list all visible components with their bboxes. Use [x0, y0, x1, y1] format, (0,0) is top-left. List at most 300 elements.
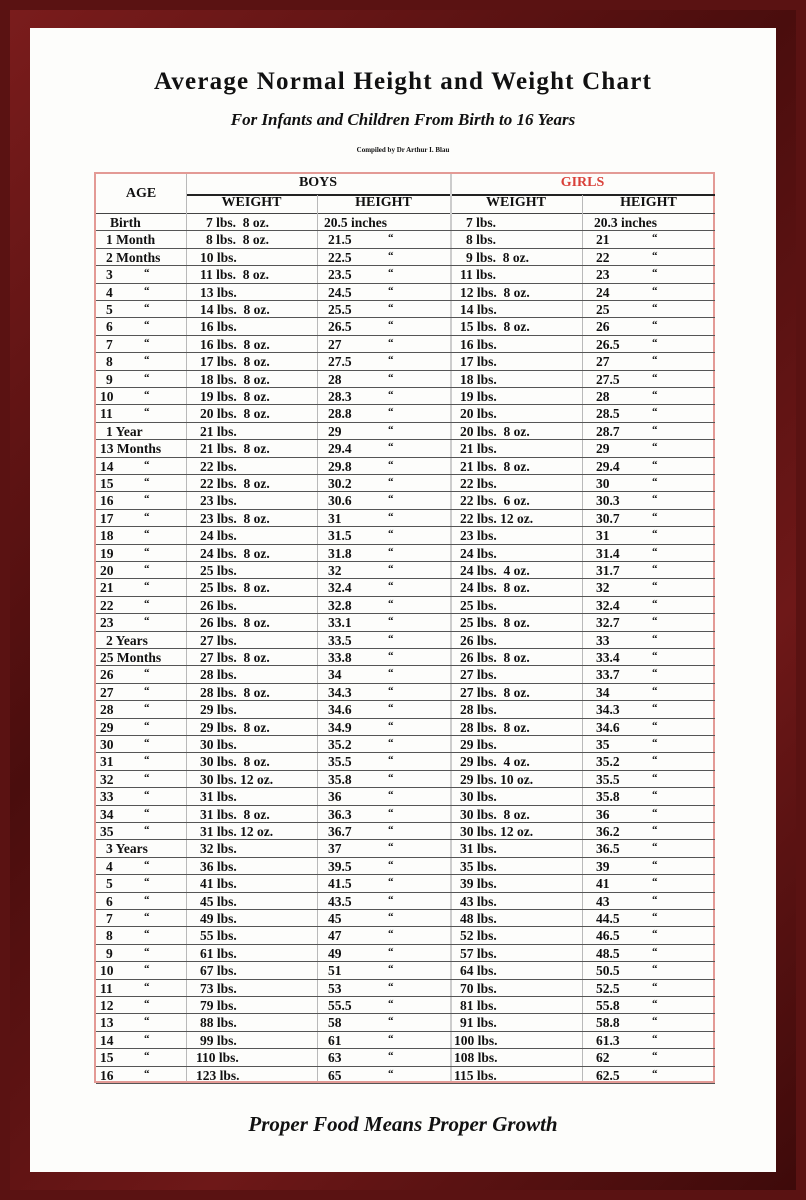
table-row — [96, 1032, 715, 1049]
age-ditto-mark: “ — [144, 563, 150, 575]
boys-height-cell: 36.3 — [328, 806, 352, 822]
boys-height-ditto-mark: “ — [388, 336, 394, 349]
girls-height-ditto-mark: “ — [652, 789, 658, 802]
boys-weight-cell: 31 lbs. 12 oz. — [200, 824, 274, 839]
girls-weight-cell: 15 lbs. 8 oz. — [460, 319, 530, 335]
age-cell: 3 Years — [106, 841, 148, 857]
boys-height-ditto-mark: “ — [388, 545, 394, 558]
girls-weight-cell: 27 lbs. 8 oz. — [460, 684, 530, 700]
boys-weight-cell: 28 lbs. 8 oz. — [200, 684, 270, 700]
boys-height-cell: 32 — [328, 563, 342, 578]
boys-weight-cell: 23 lbs. — [200, 493, 237, 509]
girls-weight-cell: 18 lbs. — [460, 371, 497, 387]
girls-weight-cell: 43 lbs. — [460, 893, 497, 909]
boys-height-cell: 28.3 — [328, 389, 352, 404]
girls-height-ditto-mark: “ — [652, 719, 658, 732]
boys-height-cell: 55.5 — [328, 998, 352, 1013]
girls-height-cell: 44.5 — [596, 911, 620, 926]
boys-height-cell: 39.5 — [328, 858, 352, 874]
table-row — [96, 875, 715, 892]
girls-height-cell: 28.7 — [596, 423, 620, 439]
boys-height-ditto-mark: “ — [388, 406, 394, 419]
girls-weight-cell: 20 lbs. — [460, 406, 497, 422]
girls-height-cell: 30 — [596, 476, 610, 491]
age-cell: 1 Month — [106, 232, 156, 248]
boys-height-ditto-mark: “ — [388, 441, 394, 454]
girls-height-cell: 35.8 — [596, 789, 620, 805]
table-row — [96, 910, 715, 927]
boys-height-ditto-mark: “ — [388, 719, 394, 732]
girls-height-cell: 34.6 — [596, 719, 620, 735]
age-cell: Birth — [110, 215, 141, 230]
age-ditto-mark: “ — [144, 336, 150, 349]
boys-height-ditto-mark: “ — [388, 249, 394, 262]
boys-height-cell: 26.5 — [328, 319, 352, 335]
girls-height-cell: 62.5 — [596, 1067, 620, 1083]
girls-height-cell: 62 — [596, 1050, 610, 1066]
girls-height-cell: 48.5 — [596, 945, 620, 961]
girls-height-ditto-mark: “ — [652, 284, 658, 297]
age-ditto-mark: “ — [144, 684, 150, 697]
boys-weight-cell: 16 lbs. 8 oz. — [200, 336, 270, 352]
girls-height-cell: 27 — [596, 354, 610, 370]
page-title: Average Normal Height and Weight Chart — [153, 68, 653, 95]
table-row — [96, 753, 715, 770]
age-cell: 18 — [100, 528, 114, 544]
girls-weight-cell: 108 lbs. — [454, 1050, 498, 1066]
boys-height-cell: 58 — [328, 1015, 342, 1031]
table-row — [96, 701, 715, 718]
boys-weight-cell: 30 lbs. 12 oz. — [200, 771, 274, 787]
girls-weight-cell: 11 lbs. — [460, 267, 497, 283]
boys-height-ditto-mark: “ — [388, 563, 394, 575]
girls-height-cell: 33.7 — [596, 667, 620, 683]
boys-height-ditto-mark: “ — [388, 754, 394, 767]
girls-height-cell: 35.5 — [596, 771, 620, 787]
age-ditto-mark: “ — [144, 806, 150, 819]
girls-weight-cell: 23 lbs. — [460, 528, 497, 544]
boys-height-ditto-mark: “ — [388, 615, 394, 628]
age-ditto-mark: “ — [144, 267, 150, 280]
boys-weight-cell: 20 lbs. 8 oz. — [200, 406, 270, 422]
boys-weight-cell: 41 lbs. — [200, 876, 237, 892]
boys-height-ditto-mark: “ — [388, 302, 394, 314]
girls-height-cell: 36.5 — [596, 841, 620, 857]
boys-weight-cell: 88 lbs. — [200, 1015, 237, 1031]
girls-height-ditto-mark: “ — [652, 876, 658, 889]
boys-height-ditto-mark: “ — [388, 528, 394, 541]
footer-slogan: Proper Food Means Proper Growth — [248, 1112, 558, 1136]
girls-weight-cell: 24 lbs. — [460, 545, 497, 561]
boys-weight-cell: 25 lbs. — [200, 563, 237, 578]
girls-height-cell: 26.5 — [596, 336, 620, 352]
boys-height-cell: 30.6 — [328, 493, 352, 509]
age-cell: 25 Months — [100, 650, 162, 665]
boys-height-ditto-mark: “ — [388, 632, 394, 645]
boys-weight-cell: 10 lbs. — [200, 249, 237, 265]
girls-height-ditto-mark: “ — [652, 267, 658, 280]
girls-height-ditto-mark: “ — [652, 493, 658, 506]
girls-height-ditto-mark: “ — [652, 963, 658, 976]
boys-height-ditto-mark: “ — [388, 963, 394, 976]
girls-height-ditto-mark: “ — [652, 249, 658, 262]
age-cell: 35 — [100, 824, 114, 839]
age-ditto-mark: “ — [144, 702, 150, 715]
boys-height-ditto-mark: “ — [388, 945, 394, 958]
girls-weight-cell: 25 lbs. — [460, 597, 497, 613]
girls-height-cell: 35.2 — [596, 754, 620, 770]
age-cell: 14 — [100, 458, 114, 474]
boys-height-ditto-mark: “ — [388, 423, 394, 436]
girls-height-cell: 24 — [596, 284, 610, 300]
girls-height-ditto-mark: “ — [652, 615, 658, 628]
boys-height-cell: 49 — [328, 945, 342, 961]
age-cell: 6 — [106, 893, 113, 909]
age-cell: 5 — [106, 302, 113, 317]
girls-height-ditto-mark: “ — [652, 476, 658, 488]
boys-weight-cell: 32 lbs. — [200, 841, 237, 857]
boys-height-ditto-mark: “ — [388, 911, 394, 923]
girls-height-ditto-mark: “ — [652, 406, 658, 419]
girls-height-cell: 30.7 — [596, 510, 620, 526]
age-cell: 13 Months — [100, 441, 162, 457]
table-row — [96, 840, 715, 857]
girls-weight-cell: 12 lbs. 8 oz. — [460, 284, 530, 300]
boys-height-ditto-mark: “ — [388, 650, 394, 662]
girls-height-ditto-mark: “ — [652, 771, 658, 784]
girls-height-ditto-mark: “ — [652, 1032, 658, 1045]
boys-height-cell: 36.7 — [328, 824, 352, 839]
age-ditto-mark: “ — [144, 893, 150, 906]
boys-weight-cell: 36 lbs. — [200, 858, 237, 874]
table-row — [96, 371, 715, 388]
boys-height-ditto-mark: “ — [388, 354, 394, 367]
girls-height-ditto-mark: “ — [652, 441, 658, 454]
girls-weight-cell: 26 lbs. — [460, 632, 497, 648]
girls-weight-cell: 30 lbs. 12 oz. — [460, 824, 534, 839]
age-cell: 10 — [100, 963, 114, 979]
girls-height-ditto-mark: “ — [652, 336, 658, 349]
table-row — [96, 423, 715, 440]
girls-weight-cell: 24 lbs. 4 oz. — [460, 563, 530, 578]
table-row — [96, 597, 715, 614]
age-ditto-mark: “ — [144, 737, 150, 749]
girls-weight-cell: 24 lbs. 8 oz. — [460, 580, 530, 596]
age-cell: 5 — [106, 876, 113, 892]
age-cell: 7 — [106, 911, 113, 926]
table-row — [96, 736, 715, 753]
boys-height-cell: 35.5 — [328, 754, 352, 770]
boys-height-ditto-mark: “ — [388, 319, 394, 332]
age-ditto-mark: “ — [144, 998, 150, 1010]
table-row — [96, 475, 715, 492]
age-ditto-mark: “ — [144, 406, 150, 419]
age-cell: 22 — [100, 597, 114, 613]
boys-weight-cell: 110 lbs. — [196, 1050, 239, 1066]
girls-height-ditto-mark: “ — [652, 911, 658, 923]
girls-weight-cell: 30 lbs. 8 oz. — [460, 806, 530, 822]
girls-weight-cell: 20 lbs. 8 oz. — [460, 423, 530, 439]
table-row — [96, 997, 715, 1014]
table-row — [96, 527, 715, 544]
girls-height-ditto-mark: “ — [652, 980, 658, 993]
boys-height-cell: 45 — [328, 911, 342, 926]
girls-height-ditto-mark: “ — [652, 389, 658, 401]
girls-height-ditto-mark: “ — [652, 684, 658, 697]
boys-height-cell: 21.5 — [328, 232, 352, 248]
boys-height-ditto-mark: “ — [388, 1015, 394, 1028]
girls-height-ditto-mark: “ — [652, 702, 658, 715]
boys-height-cell: 29.4 — [328, 441, 352, 457]
boys-weight-cell: 45 lbs. — [200, 893, 237, 909]
girls-height-cell: 29.4 — [596, 458, 620, 474]
girls-weight-cell: 27 lbs. — [460, 667, 497, 683]
boys-height-cell: 22.5 — [328, 249, 352, 265]
age-ditto-mark: “ — [144, 667, 150, 680]
girls-height-cell: 41 — [596, 876, 610, 892]
girls-height-cell: 20.3 inches — [594, 215, 658, 230]
age-cell: 4 — [106, 858, 113, 874]
boys-height-cell: 28 — [328, 371, 342, 387]
boys-weight-cell: 11 lbs. 8 oz. — [200, 267, 270, 283]
girls-height-cell: 32 — [596, 580, 610, 596]
age-cell: 33 — [100, 789, 114, 805]
girls-weight-cell: 81 lbs. — [460, 998, 497, 1013]
header-boys-height: HEIGHT — [355, 195, 412, 210]
header-age: AGE — [125, 186, 157, 201]
table-row — [96, 771, 715, 788]
girls-height-cell: 22 — [596, 249, 610, 265]
table-row — [96, 440, 715, 457]
girls-weight-cell: 7 lbs. — [466, 215, 497, 230]
boys-height-ditto-mark: “ — [388, 1067, 394, 1080]
boys-height-cell: 32.4 — [328, 580, 352, 596]
boys-height-cell: 23.5 — [328, 267, 352, 283]
header-boys: BOYS — [298, 175, 338, 190]
age-ditto-mark: “ — [144, 963, 150, 976]
age-ditto-mark: “ — [144, 615, 150, 628]
table-row — [96, 684, 715, 701]
girls-height-cell: 46.5 — [596, 928, 620, 944]
boys-height-ditto-mark: “ — [388, 580, 394, 593]
header-girls: GIRLS — [560, 175, 605, 190]
table-row — [96, 858, 715, 875]
boys-height-ditto-mark: “ — [388, 510, 394, 523]
table-row — [96, 980, 715, 997]
boys-weight-cell: 27 lbs. 8 oz. — [200, 650, 270, 665]
boys-height-ditto-mark: “ — [388, 371, 394, 384]
girls-weight-cell: 19 lbs. — [460, 389, 497, 404]
girls-weight-cell: 91 lbs. — [460, 1015, 497, 1031]
age-cell: 21 — [100, 580, 114, 596]
boys-height-ditto-mark: “ — [388, 476, 394, 488]
age-ditto-mark: “ — [144, 980, 150, 993]
girls-weight-cell: 8 lbs. — [466, 232, 497, 248]
girls-height-ditto-mark: “ — [652, 563, 658, 575]
boys-height-cell: 41.5 — [328, 876, 352, 892]
age-cell: 2 Months — [106, 249, 161, 265]
boys-height-cell: 34 — [328, 667, 342, 683]
boys-weight-cell: 17 lbs. 8 oz. — [200, 354, 270, 370]
table-row — [96, 649, 715, 666]
girls-weight-cell: 17 lbs. — [460, 354, 497, 370]
compiled-by: Compiled by Dr Arthur I. Blau — [356, 146, 450, 154]
header-boys-weight: WEIGHT — [221, 195, 282, 210]
boys-height-ditto-mark: “ — [388, 597, 394, 610]
age-ditto-mark: “ — [144, 771, 150, 784]
boys-height-cell: 34.3 — [328, 684, 352, 700]
boys-height-cell: 31.8 — [328, 545, 352, 561]
age-cell: 19 — [100, 545, 114, 561]
boys-weight-cell: 8 lbs. 8 oz. — [206, 232, 270, 248]
boys-height-ditto-mark: “ — [388, 980, 394, 993]
age-cell: 8 — [106, 928, 113, 944]
age-ditto-mark: “ — [144, 824, 150, 836]
boys-weight-cell: 18 lbs. 8 oz. — [200, 371, 270, 387]
boys-height-cell: 28.8 — [328, 406, 352, 422]
girls-height-ditto-mark: “ — [652, 302, 658, 314]
age-cell: 16 — [100, 493, 114, 509]
boys-height-ditto-mark: “ — [388, 1050, 394, 1063]
age-ditto-mark: “ — [144, 319, 150, 332]
girls-height-cell: 31.7 — [596, 563, 620, 578]
boys-weight-cell: 79 lbs. — [200, 998, 237, 1013]
girls-weight-cell: 39 lbs. — [460, 876, 497, 892]
age-ditto-mark: “ — [144, 911, 150, 923]
girls-height-ditto-mark: “ — [652, 545, 658, 558]
age-cell: 15 — [100, 1050, 114, 1066]
boys-weight-cell: 27 lbs. — [200, 632, 237, 648]
boys-weight-cell: 28 lbs. — [200, 667, 237, 683]
boys-height-ditto-mark: “ — [388, 841, 394, 854]
table-row — [96, 336, 715, 353]
girls-height-cell: 34 — [596, 684, 610, 700]
girls-weight-cell: 57 lbs. — [460, 945, 497, 961]
boys-weight-cell: 99 lbs. — [200, 1032, 237, 1048]
age-ditto-mark: “ — [144, 789, 150, 802]
boys-height-ditto-mark: “ — [388, 824, 394, 836]
girls-height-cell: 33 — [596, 632, 610, 648]
age-cell: 11 — [100, 980, 113, 996]
age-cell: 9 — [106, 945, 113, 961]
boys-height-ditto-mark: “ — [388, 893, 394, 906]
girls-height-ditto-mark: “ — [652, 754, 658, 767]
table-row — [96, 388, 715, 405]
girls-weight-cell: 16 lbs. — [460, 336, 497, 352]
height-weight-table — [94, 172, 715, 1083]
table-row — [96, 405, 715, 422]
boys-height-cell: 33.1 — [328, 615, 352, 631]
age-cell: 29 — [100, 719, 114, 735]
age-ditto-mark: “ — [144, 1032, 150, 1045]
boys-height-cell: 27 — [328, 336, 342, 352]
girls-height-cell: 32.4 — [596, 597, 620, 613]
girls-height-ditto-mark: “ — [652, 232, 658, 245]
age-cell: 28 — [100, 702, 114, 718]
boys-weight-cell: 73 lbs. — [200, 980, 237, 996]
girls-height-cell: 34.3 — [596, 702, 620, 718]
boys-height-ditto-mark: “ — [388, 389, 394, 401]
girls-height-cell: 23 — [596, 267, 610, 283]
girls-weight-cell: 35 lbs. — [460, 858, 497, 874]
girls-height-ditto-mark: “ — [652, 841, 658, 854]
boys-weight-cell: 24 lbs. 8 oz. — [200, 545, 270, 561]
age-ditto-mark: “ — [144, 528, 150, 541]
girls-height-cell: 36 — [596, 806, 610, 822]
boys-weight-cell: 30 lbs. 8 oz. — [200, 754, 270, 770]
girls-weight-cell: 22 lbs. 12 oz. — [460, 510, 534, 526]
age-ditto-mark: “ — [144, 1067, 150, 1080]
girls-height-cell: 31 — [596, 528, 610, 544]
girls-height-ditto-mark: “ — [652, 510, 658, 523]
boys-height-cell: 30.2 — [328, 476, 352, 491]
girls-height-cell: 21 — [596, 232, 610, 248]
boys-height-cell: 27.5 — [328, 354, 352, 370]
girls-weight-cell: 115 lbs. — [454, 1067, 497, 1083]
girls-weight-cell: 14 lbs. — [460, 302, 497, 317]
boys-height-cell: 32.8 — [328, 597, 352, 613]
age-cell: 30 — [100, 737, 114, 752]
boys-height-cell: 35.8 — [328, 771, 352, 787]
table-row — [96, 579, 715, 596]
girls-height-cell: 36.2 — [596, 824, 620, 839]
girls-height-cell: 55.8 — [596, 998, 620, 1013]
boys-weight-cell: 30 lbs. — [200, 737, 237, 752]
table-row — [96, 1014, 715, 1031]
girls-height-ditto-mark: “ — [652, 824, 658, 836]
age-ditto-mark: “ — [144, 876, 150, 889]
table-row — [96, 545, 715, 562]
girls-height-cell: 29 — [596, 441, 610, 457]
age-cell: 9 — [106, 371, 113, 387]
girls-weight-cell: 28 lbs. 8 oz. — [460, 719, 530, 735]
table-row — [96, 458, 715, 475]
age-cell: 34 — [100, 806, 114, 822]
age-ditto-mark: “ — [144, 928, 150, 941]
table-row — [96, 806, 715, 823]
girls-height-cell: 35 — [596, 737, 610, 752]
age-cell: 26 — [100, 667, 114, 683]
table-row — [96, 249, 715, 266]
table-row — [96, 214, 715, 231]
table-row — [96, 788, 715, 805]
age-ditto-mark: “ — [144, 1050, 150, 1063]
girls-height-ditto-mark: “ — [652, 319, 658, 332]
age-ditto-mark: “ — [144, 510, 150, 523]
boys-weight-cell: 23 lbs. 8 oz. — [200, 510, 270, 526]
girls-height-ditto-mark: “ — [652, 597, 658, 610]
girls-height-ditto-mark: “ — [652, 650, 658, 662]
chart-page — [30, 28, 776, 1172]
boys-weight-cell: 55 lbs. — [200, 928, 237, 944]
girls-height-ditto-mark: “ — [652, 354, 658, 367]
girls-weight-cell: 52 lbs. — [460, 928, 497, 944]
age-ditto-mark: “ — [144, 371, 150, 384]
boys-height-ditto-mark: “ — [388, 789, 394, 802]
age-cell: 8 — [106, 354, 113, 370]
girls-weight-cell: 100 lbs. — [454, 1032, 498, 1048]
boys-weight-cell: 16 lbs. — [200, 319, 237, 335]
girls-height-cell: 31.4 — [596, 545, 620, 561]
girls-height-ditto-mark: “ — [652, 632, 658, 645]
boys-weight-cell: 25 lbs. 8 oz. — [200, 580, 270, 596]
boys-height-cell: 47 — [328, 928, 342, 944]
age-cell: 1 Year — [106, 423, 143, 439]
age-ditto-mark: “ — [144, 754, 150, 767]
boys-weight-cell: 14 lbs. 8 oz. — [200, 302, 270, 317]
boys-height-cell: 24.5 — [328, 284, 352, 300]
boys-weight-cell: 31 lbs. 8 oz. — [200, 806, 270, 822]
